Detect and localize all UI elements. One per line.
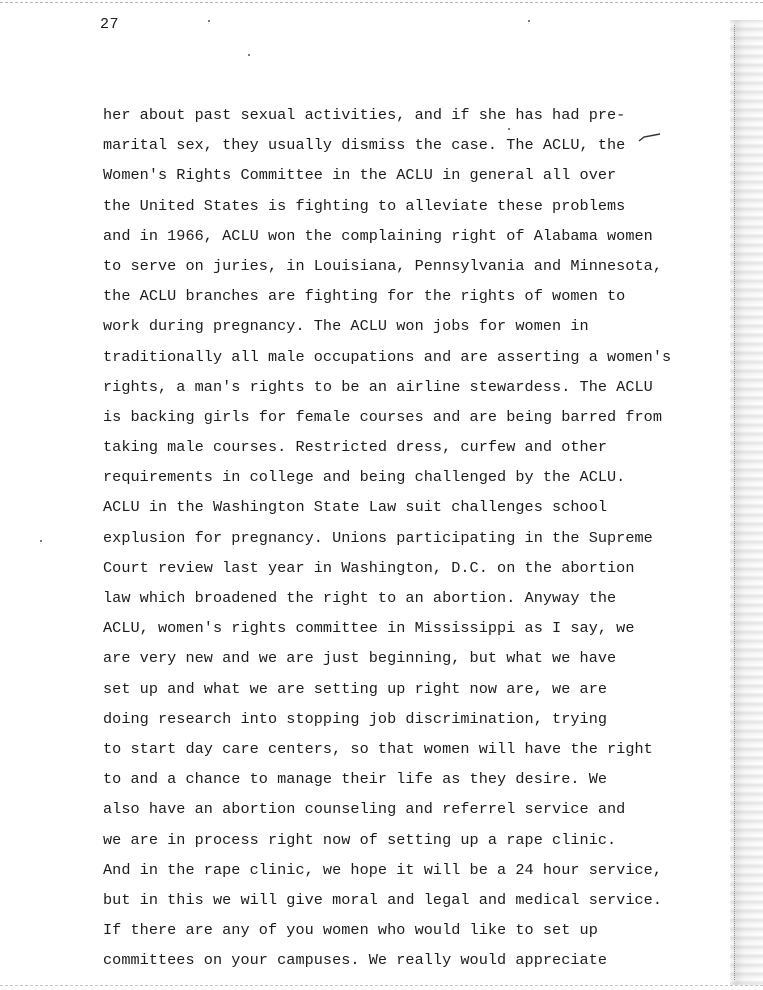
text-line: traditionally all male occupations and are asserting a women's [103, 347, 672, 366]
text-line: marital sex, they usually dismiss the case. The ACLU, the [103, 136, 626, 155]
top-edge [0, 2, 763, 3]
text-line: to and a chance to manage their life as they desire. We [103, 770, 608, 789]
text-line: the ACLU branches are fighting for the rights of women to [103, 287, 626, 306]
text-line: Women's Rights Committee in the ACLU in general all over [103, 166, 617, 185]
text-line: rights, a man's rights to be an airline stewardess. The ACLU [103, 377, 653, 396]
text-line: doing research into stopping job discrimination, trying [103, 709, 608, 728]
bottom-edge [0, 985, 763, 986]
text-line: and in 1966, ACLU won the complaining right of Alabama women [103, 226, 653, 245]
text-line: And in the rape clinic, we hope it will be a 24 hour service, [103, 860, 663, 879]
scan-speck [248, 54, 250, 56]
scan-speck [40, 540, 42, 542]
text-line: but in this we will give moral and legal and medical service. [103, 890, 663, 909]
body-text [103, 100, 683, 975]
text-line: to start day care centers, so that women will have the right [103, 739, 653, 758]
text-line: set up and what we are setting up right now are, we are [103, 679, 608, 698]
text-line: to serve on juries, in Louisiana, Pennsylvania and Minnesota, [103, 256, 663, 275]
text-line: taking male courses. Restricted dress, curfew and other [103, 438, 608, 457]
text-line: If there are any of you women who would like to set up [103, 921, 598, 940]
scan-speck [528, 20, 530, 22]
text-line: we are in process right now of setting up a rape clinic. [103, 830, 617, 849]
text-line: explusion for pregnancy. Unions participating in the Supreme [103, 528, 653, 547]
scan-speck [208, 20, 210, 22]
page-number: 27 [100, 16, 120, 33]
binding-line [734, 25, 735, 980]
text-line: Court review last year in Washington, D.C. on the abortion [103, 558, 635, 577]
text-line: committees on your campuses. We really would appreciate [103, 951, 608, 970]
text-line: requirements in college and being challenged by the ACLU. [103, 468, 626, 487]
text-line: are very new and we are just beginning, but what we have [103, 649, 617, 668]
text-line: work during pregnancy. The ACLU won jobs for women in [103, 317, 589, 336]
text-line: law which broadened the right to an abortion. Anyway the [103, 589, 617, 607]
text-line: also have an abortion counseling and referrel service and [103, 800, 626, 819]
scan-speck [508, 128, 510, 130]
text-line: ACLU, women's rights committee in Mississippi as I say, we [103, 619, 635, 638]
text-line: her about past sexual activities, and if she has had pre- [103, 106, 626, 124]
text-line: is backing girls for female courses and are being barred from [103, 407, 663, 426]
text-line: the United States is fighting to alleviate these problems [103, 196, 626, 215]
text-line: ACLU in the Washington State Law suit challenges school [103, 498, 608, 517]
